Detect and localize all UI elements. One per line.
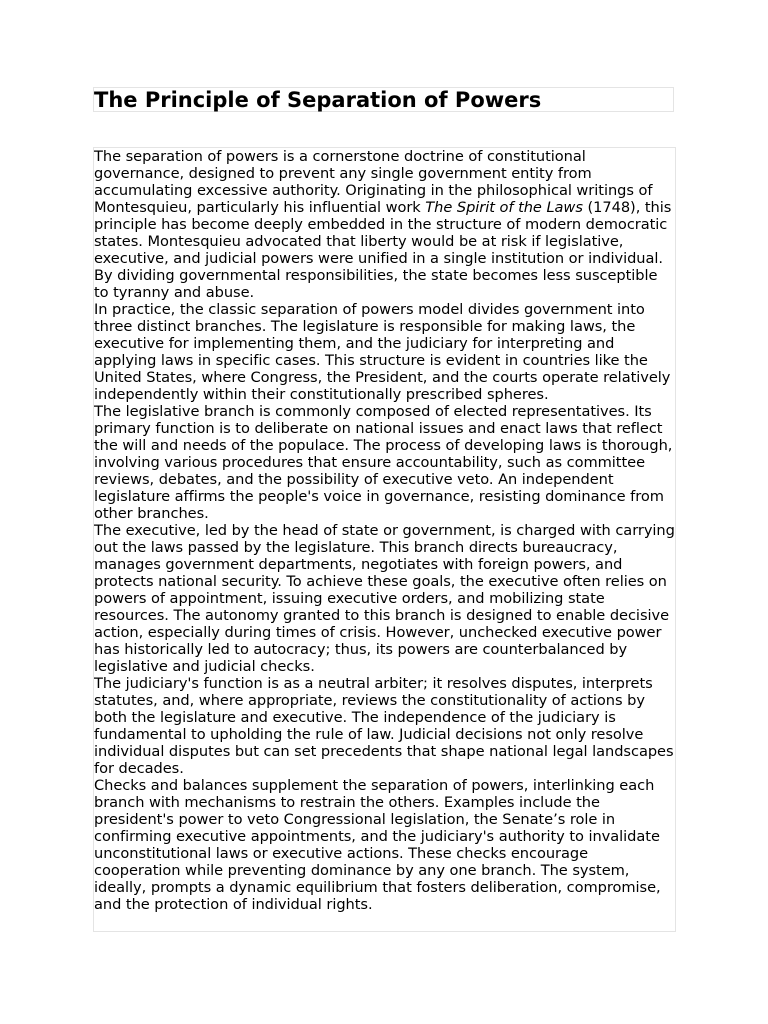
paragraph-executive: The executive, led by the head of state or government, is charged with carrying out the laws passed by the legislature. This branch directs bureaucracy, manages government departments, negotiates with foreign powers, and protects national security. To achieve these goals, the executive often relies on powers of appointment, issuing executive orders, and mobilizing state resources. The autonomy granted to this branch is designed to enable decisive action, especially during times of crisis. However, unchecked executive power has historically led to autocracy; thus, its powers are counterbalanced by legislative and judicial checks. — [94, 522, 675, 675]
paragraph-introduction — [94, 148, 675, 301]
intro-text-before: The separation of powers is a cornerstone doctrine of constitutional governance, designed to prevent any single government entity from accumulating excessive authority. Originating in the philosophical writings of Montesquieu, particularly his influential work — [94, 148, 653, 216]
article-body — [93, 147, 676, 932]
paragraph-legislative: The legislative branch is commonly composed of elected representatives. Its primary function is to deliberate on national issues and enact laws that reflect the will and needs of the populace. The process of developing laws is thorough, involving various procedures that ensure accountability, such as committee reviews, debates, and the possibility of executive veto. An independent legislature affirms the people's voice in governance, resisting dominance from other branches. — [94, 403, 673, 522]
page-title: The Principle of Separation of Powers — [94, 88, 542, 112]
paragraph-three-branches: In practice, the classic separation of powers model divides government into three distinct branches. The legislature is responsible for making laws, the executive for implementing them, and the judiciary for interpreting and applying laws in specific cases. This structure is evident in countries like the United States, where Congress, the President, and the courts operate relatively independently within their constitutionally prescribed spheres. — [94, 301, 671, 403]
paragraph-judiciary: The judiciary's function is as a neutral arbiter; it resolves disputes, interprets statutes, and, where appropriate, reviews the constitutionality of actions by both the legislature and executive. The independence of the judiciary is fundamental to upholding the rule of law. Judicial decisions not only resolve individual disputes but can set precedents that shape national legal landscapes for decades. — [94, 675, 674, 777]
work-title-spirit-of-the-laws: The Spirit of the Laws — [425, 199, 583, 216]
title-container — [93, 87, 674, 112]
intro-text-after: (1748), this principle has become deeply embedded in the structure of modern democratic states. Montesquieu advocated that liberty would be at risk if legislative, executive, and judicial powers were unified in a single institution or individual. By dividing governmental responsibilities, the state becomes less susceptible to tyranny and abuse. — [94, 199, 672, 301]
paragraph-checks-and-balances: Checks and balances supplement the separation of powers, interlinking each branch with mechanisms to restrain the others. Examples include the president's power to veto Congressional legislation, the Senate’s role in confirming executive appointments, and the judiciary's authority to invalidate unconstitutional laws or executive actions. These checks encourage cooperation while preventing dominance by any one branch. The system, ideally, prompts a dynamic equilibrium that fosters deliberation, compromise, and the protection of individual rights. — [94, 777, 661, 913]
